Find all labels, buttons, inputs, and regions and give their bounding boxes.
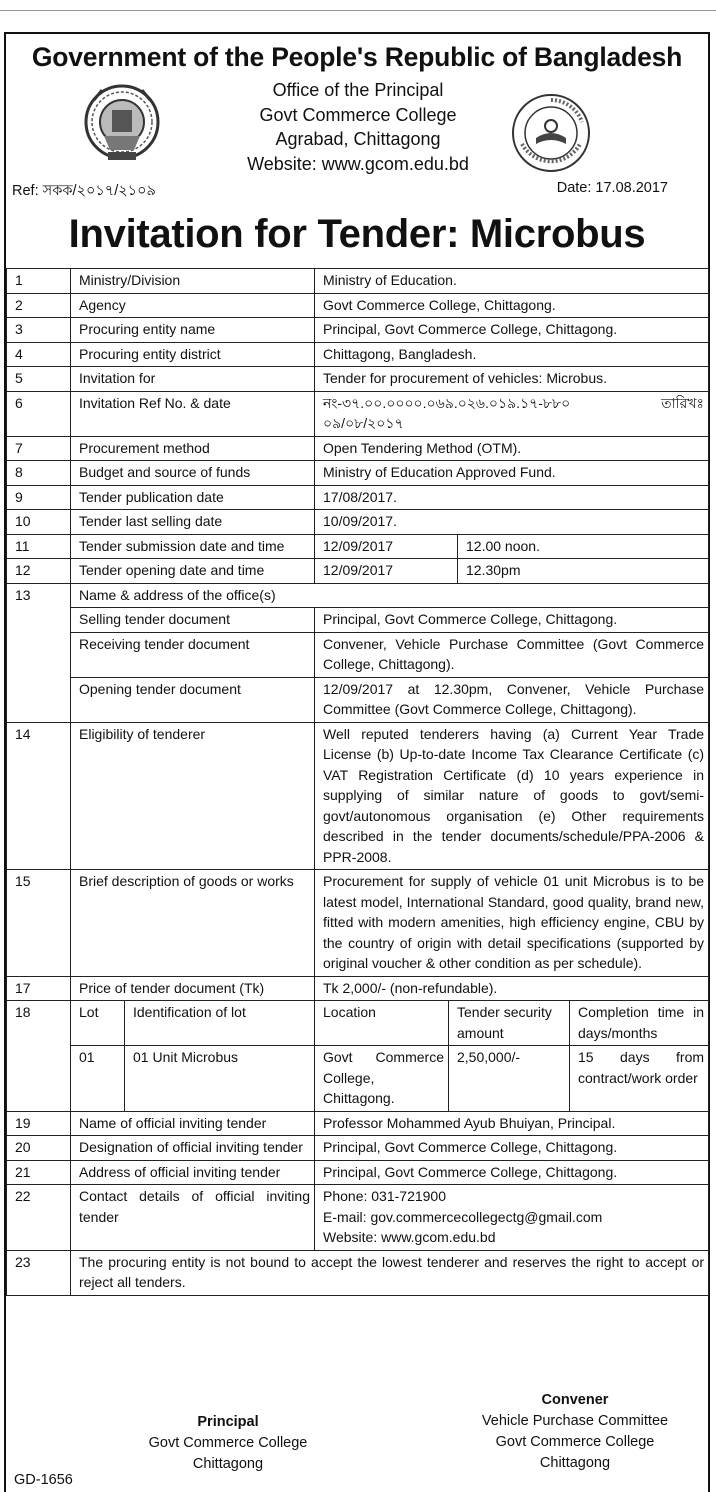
reference-number: Ref: সকক/২০১৭/২১০৯ — [12, 183, 156, 199]
row-number: 23 — [7, 1250, 71, 1295]
lot-header: Lot — [71, 1001, 125, 1046]
signature-line: Govt Commerce College — [148, 1435, 308, 1451]
row-value: 10/09/2017. — [315, 510, 709, 535]
row-value: Principal, Govt Commerce College, Chittagong. — [315, 608, 709, 633]
row-label: Ministry/Division — [71, 269, 315, 294]
row-label: Procurement method — [71, 436, 315, 461]
row-label: Procuring entity district — [71, 342, 315, 367]
row-number: 12 — [7, 559, 71, 584]
row-number: 11 — [7, 534, 71, 559]
row-value: 17/08/2017. — [315, 485, 709, 510]
row-value: 12/09/2017 — [315, 559, 458, 584]
row-number: 1 — [7, 269, 71, 294]
row-number: 14 — [7, 722, 71, 870]
row-number: 3 — [7, 318, 71, 343]
row-number: 13 — [7, 583, 71, 722]
row-label: Invitation for — [71, 367, 315, 392]
office-name: Office of the Principal — [272, 80, 444, 100]
table-row — [7, 461, 709, 486]
table-row — [7, 269, 709, 294]
lot-completion-time: 15 days from contract/work order — [570, 1046, 709, 1112]
row-number: 15 — [7, 870, 71, 977]
table-row — [7, 722, 709, 870]
row-label: Receiving tender document — [71, 632, 315, 677]
row-value: Procurement for supply of vehicle 01 unit Microbus is to be latest model, International Standard, good quality, brand new, fitted with modern amenities, high efficiency engine, CBU by the country of origin with detail specifications (supported by original voucher & other condition as per schedule). — [315, 870, 709, 977]
row-value: Professor Mohammed Ayub Bhuiyan, Principal. — [315, 1111, 709, 1136]
table-row — [7, 976, 709, 1001]
row-value: Tender for procurement of vehicles: Microbus. — [315, 367, 709, 392]
lot-row — [7, 1046, 709, 1112]
college-address: Agrabad, Chittagong — [275, 129, 441, 149]
signature-line: Vehicle Purchase Committee — [481, 1413, 669, 1429]
notice-title: Invitation for Tender: Microbus — [68, 212, 646, 256]
lot-location: Govt Commerce College, Chittagong. — [315, 1046, 449, 1112]
issue-date: Date: 17.08.2017 — [556, 180, 668, 196]
office-address-block — [200, 78, 516, 176]
row-value: Convener, Vehicle Purchase Committee (Govt Commerce College, Chittagong). — [315, 632, 709, 677]
row-number: 9 — [7, 485, 71, 510]
government-title: Government of the People's Republic of Bangladesh — [31, 42, 683, 72]
table-row — [7, 485, 709, 510]
security-header: Tender security amount — [449, 1001, 570, 1046]
table-row — [7, 1250, 709, 1295]
table-row — [7, 318, 709, 343]
row-label: Selling tender document — [71, 608, 315, 633]
row-label: Agency — [71, 293, 315, 318]
table-row — [7, 436, 709, 461]
row-label: Price of tender document (Tk) — [71, 976, 315, 1001]
row-value: Chittagong, Bangladesh. — [315, 342, 709, 367]
table-row — [7, 632, 709, 677]
row-number: 8 — [7, 461, 71, 486]
row-value: Open Tendering Method (OTM). — [315, 436, 709, 461]
row-label: Procuring entity name — [71, 318, 315, 343]
row-number: 20 — [7, 1136, 71, 1161]
signature-line: Govt Commerce College — [495, 1434, 655, 1450]
table-row — [7, 1160, 709, 1185]
row-number: 17 — [7, 976, 71, 1001]
table-row — [7, 534, 709, 559]
top-rule — [0, 10, 716, 11]
table-row — [7, 367, 709, 392]
row-value: 12/09/2017 at 12.30pm, Convener, Vehicle Purchase Committee (Govt Commerce College, Chittagong). — [315, 677, 709, 722]
lot-header-row — [7, 1001, 709, 1046]
row-number: 4 — [7, 342, 71, 367]
row-value: The procuring entity is not bound to accept the lowest tenderer and reserves the right to accept or reject all tenders. — [71, 1250, 709, 1295]
row-value — [315, 391, 709, 436]
row-number: 10 — [7, 510, 71, 535]
principal-signature-block — [116, 1412, 340, 1475]
table-row — [7, 1136, 709, 1161]
row-value — [315, 1185, 709, 1251]
row-label: Contact details of official inviting tender — [71, 1185, 315, 1251]
invitation-date: ০৯/০৮/২০১৭ — [323, 415, 404, 431]
row-value: Tk 2,000/- (non-refundable). — [315, 976, 709, 1001]
signature-line: Chittagong — [192, 1456, 264, 1472]
row-label: Tender submission date and time — [71, 534, 315, 559]
table-row — [7, 870, 709, 977]
row-label: Address of official inviting tender — [71, 1160, 315, 1185]
footer-code: GD-1656 — [14, 1472, 73, 1488]
row-value: Ministry of Education. — [315, 269, 709, 294]
row-label: Name of official inviting tender — [71, 1111, 315, 1136]
row-label: Tender last selling date — [71, 510, 315, 535]
row-label: Name & address of the office(s) — [71, 583, 709, 608]
row-number: 18 — [7, 1001, 71, 1112]
signature-title: Principal — [197, 1414, 259, 1430]
row-label: Eligibility of tenderer — [71, 722, 315, 870]
row-label: Invitation Ref No. & date — [71, 391, 315, 436]
contact-phone: Phone: 031-721900 — [323, 1188, 446, 1204]
contact-email: E-mail: gov.commercecollegectg@gmail.com — [323, 1208, 603, 1225]
completion-header: Completion time in days/months — [570, 1001, 709, 1046]
table-row — [7, 677, 709, 722]
college-emblem-icon — [82, 80, 162, 166]
row-value-time: 12.00 noon. — [458, 534, 709, 559]
row-value: Principal, Govt Commerce College, Chittagong. — [315, 318, 709, 343]
contact-website: Website: www.gcom.edu.bd — [323, 1229, 496, 1245]
signature-title: Convener — [541, 1392, 609, 1408]
invitation-ref-number: নং-৩৭.০০.০০০০.০৬৯.০২৬.০১৯.১৭-৮৮০ — [323, 394, 571, 411]
row-number: 22 — [7, 1185, 71, 1251]
row-label: Budget and source of funds — [71, 461, 315, 486]
college-website: Website: www.gcom.edu.bd — [247, 153, 469, 174]
lot-number: 01 — [71, 1046, 125, 1112]
row-number: 7 — [7, 436, 71, 461]
identification-header: Identification of lot — [125, 1001, 315, 1046]
row-value: Principal, Govt Commerce College, Chittagong. — [315, 1160, 709, 1185]
table-row — [7, 559, 709, 584]
table-row — [7, 608, 709, 633]
education-seal-icon — [510, 92, 592, 174]
table-row — [7, 391, 709, 436]
table-row — [7, 293, 709, 318]
lot-identification: 01 Unit Microbus — [125, 1046, 315, 1112]
table-row — [7, 342, 709, 367]
row-value: Principal, Govt Commerce College, Chittagong. — [315, 1136, 709, 1161]
row-number: 5 — [7, 367, 71, 392]
row-label: Tender publication date — [71, 485, 315, 510]
tender-details-table — [6, 268, 709, 1296]
college-name: Govt Commerce College — [259, 104, 457, 125]
signature-line: Chittagong — [539, 1455, 611, 1471]
row-value: Ministry of Education Approved Fund. — [315, 461, 709, 486]
table-row — [7, 1111, 709, 1136]
row-value: Well reputed tenderers having (a) Current Year Trade License (b) Up-to-date Income Tax Clearance Certificate (c) VAT Registration Certificate (d) 10 years experience in supplying of similar nature of goods to govt/semi-govt/autonomous organisation (e) Other requirements described in the tender documents/schedule/PPA-2006 & PPR-2008. — [315, 722, 709, 870]
row-value: 12/09/2017 — [315, 534, 458, 559]
row-number: 6 — [7, 391, 71, 436]
row-label: Designation of official inviting tender — [71, 1136, 315, 1161]
lot-security-amount: 2,50,000/- — [449, 1046, 570, 1112]
table-row — [7, 583, 709, 608]
table-row — [7, 1185, 709, 1251]
row-label: Tender opening date and time — [71, 559, 315, 584]
table-row — [7, 510, 709, 535]
invitation-date-label: তারিখঃ — [661, 394, 705, 411]
row-number: 19 — [7, 1111, 71, 1136]
location-header: Location — [315, 1001, 449, 1046]
row-label: Brief description of goods or works — [71, 870, 315, 977]
row-label: Opening tender document — [71, 677, 315, 722]
convener-signature-block — [464, 1390, 686, 1474]
row-value-time: 12.30pm — [458, 559, 709, 584]
row-number: 21 — [7, 1160, 71, 1185]
row-number: 2 — [7, 293, 71, 318]
row-value: Govt Commerce College, Chittagong. — [315, 293, 709, 318]
